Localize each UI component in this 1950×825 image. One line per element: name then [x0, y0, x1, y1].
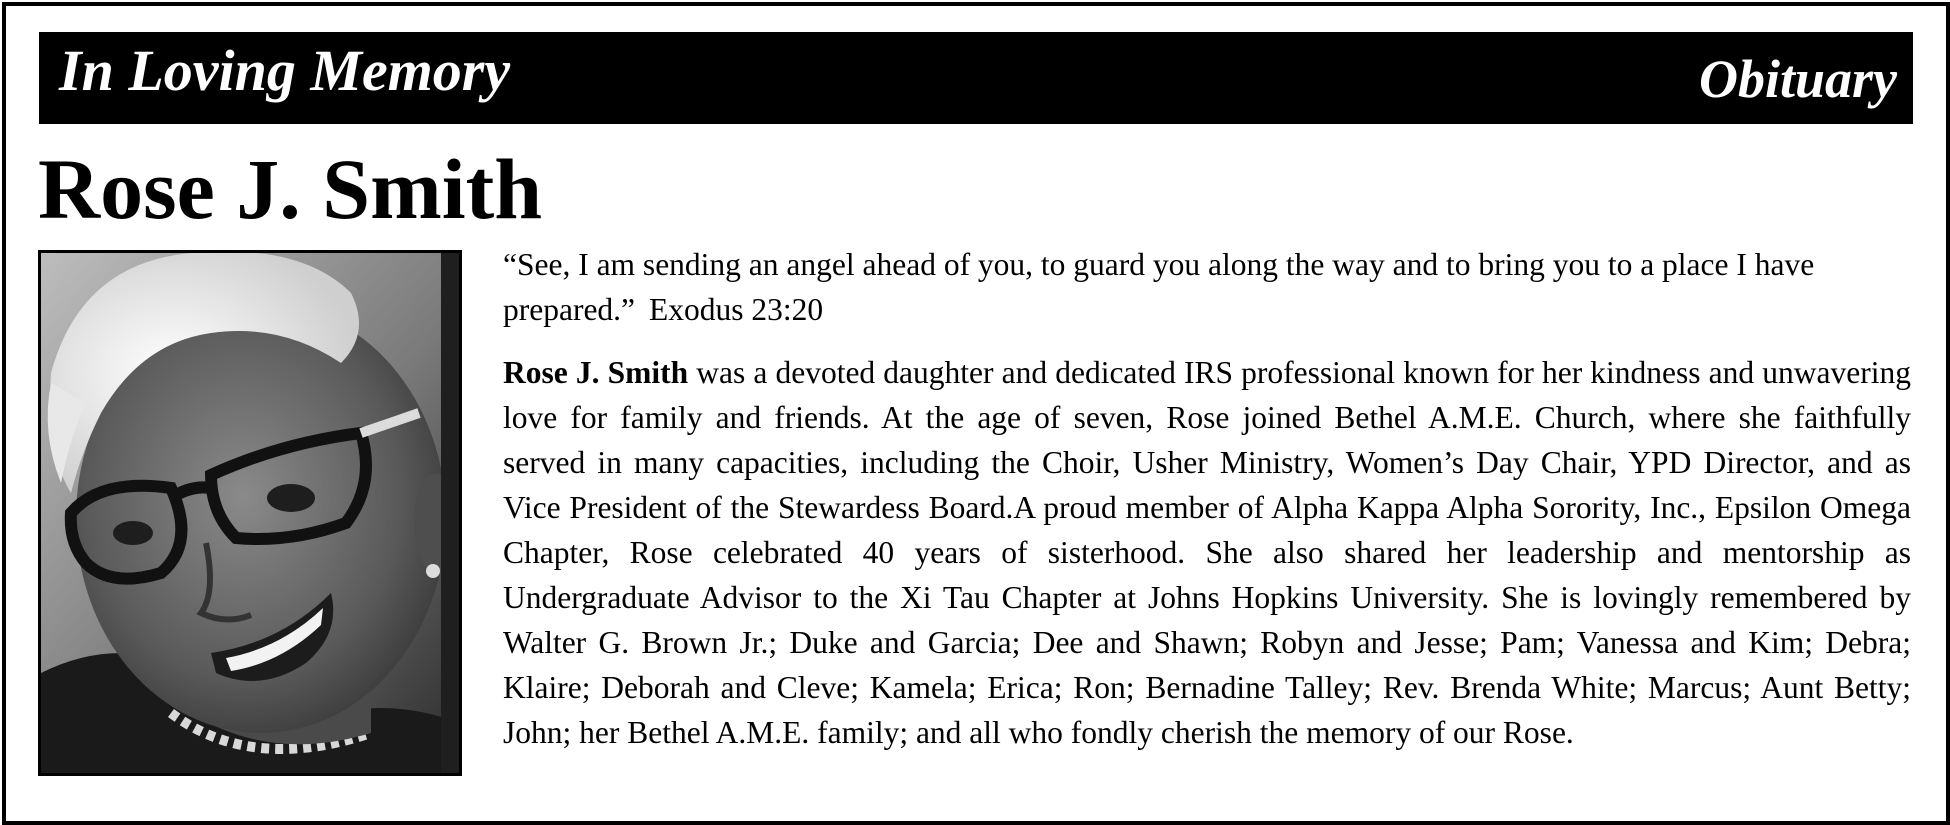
obituary-body	[503, 350, 1911, 755]
banner-title-right: Obituary	[1698, 49, 1897, 109]
obituary-content	[503, 242, 1911, 755]
deceased-name-heading: Rose J. Smith	[38, 141, 543, 237]
header-banner	[39, 32, 1913, 124]
quote-reference: Exodus 23:20	[649, 292, 824, 327]
obituary-body-text: was a devoted daughter and dedicated IRS professional known for her kindness and unwavering love for family and friends. At the age of seven, Rose joined Bethel A.M.E. Church, where she faithfully served in many capacities, including the Choir, Usher Ministry, Women’s Day Chair, YPD Director, and as Vice President of the Stewardess Board.A proud member of Alpha Kappa Alpha Sorority, Inc., Epsilon Omega Chapter, Rose celebrated 40 years of sisterhood. She also shared her leadership and mentorship as Undergraduate Advisor to the Xi Tau Chapter at Johns Hopkins University. She is lovingly remembered by Walter G. Brown Jr.; Duke and Garcia; Dee and Shawn; Robyn and Jesse; Pam; Vanessa and Kim; Debra; Klaire; Deborah and Cleve; Kamela; Erica; Ron; Bernadine Talley; Rev. Brenda White; Marcus; Aunt Betty; John; her Bethel A.M.E. family; and all who fondly cherish the memory of our Rose.	[503, 355, 1911, 750]
scripture-quote	[503, 242, 1911, 332]
banner-title-left: In Loving Memory	[59, 38, 511, 103]
portrait-photo	[38, 250, 462, 776]
quote-text: “See, I am sending an angel ahead of you, to guard you along the way and to bring you to a place I have prepared.”	[503, 247, 1815, 327]
obituary-lead-name: Rose J. Smith	[503, 355, 689, 390]
